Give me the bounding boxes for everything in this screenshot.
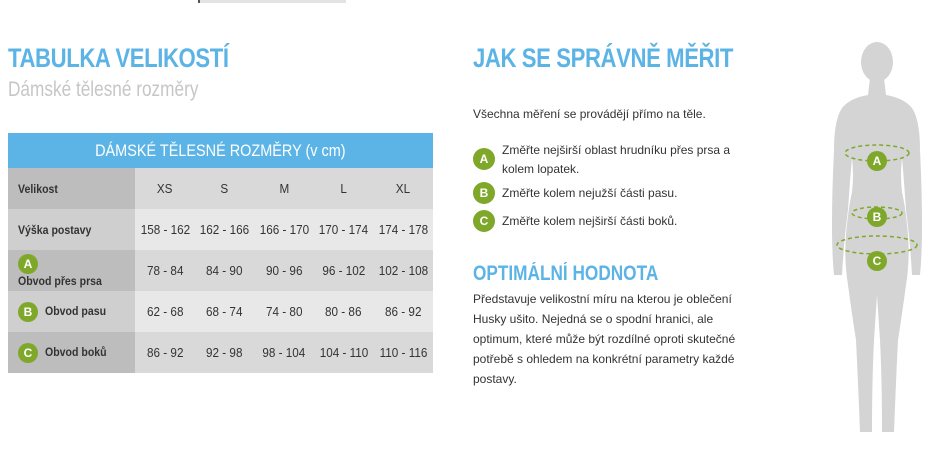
step-text: Změřte kolem nejširší části boků.	[502, 214, 678, 228]
size-xl	[373, 168, 433, 209]
cell-text: 110 - 116	[379, 345, 427, 360]
table-row	[8, 332, 433, 373]
cell-text: 80 - 86	[325, 304, 362, 319]
cell-text: 86 - 92	[384, 304, 422, 319]
table-cell	[195, 250, 254, 291]
intro-text: Všechna měření se provádějí přímo na těle.	[473, 107, 706, 121]
marker-a-icon	[867, 151, 887, 171]
optimal-value-title: OPTIMÁLNÍ HODNOTA	[473, 262, 659, 285]
table-cell	[314, 332, 373, 373]
paragraph-line: optimum, které může být rozdílné oproti skutečné	[473, 332, 736, 346]
table-row	[8, 209, 433, 250]
table-cell	[373, 250, 433, 291]
row-label	[8, 291, 135, 332]
cell-text: 162 - 166	[199, 222, 250, 237]
table-cell	[135, 332, 195, 373]
row-label	[8, 209, 135, 250]
badge-c-icon: C	[18, 343, 38, 363]
body-silhouette	[832, 42, 922, 432]
size-text: XL	[395, 181, 411, 196]
size-m	[254, 168, 314, 209]
size-text: M	[279, 181, 289, 196]
marker-b-text: B	[872, 210, 882, 224]
paragraph-line: Husky ušito. Nejedná se o spodní hranici, ale	[473, 312, 714, 326]
step-c	[473, 210, 763, 232]
paragraph-line: Představuje velikostní míru na kterou je oblečení	[473, 292, 732, 306]
step-text	[502, 141, 730, 179]
top-divider-tick	[198, 0, 200, 3]
cell-text: 92 - 98	[206, 345, 243, 360]
row-label	[8, 168, 135, 209]
table-cell	[135, 291, 195, 332]
table-row	[8, 291, 433, 332]
cell-text: 78 - 84	[146, 263, 184, 278]
size-s	[195, 168, 254, 209]
badge-a-icon: A	[18, 254, 38, 274]
cell-text: 174 - 178	[378, 222, 428, 237]
badge-b-icon: B	[473, 182, 495, 204]
table-cell	[254, 291, 314, 332]
size-text: XS	[157, 181, 173, 196]
table-row	[8, 250, 433, 291]
size-l	[314, 168, 373, 209]
table-cell	[195, 209, 254, 250]
cell-text: 84 - 90	[206, 263, 243, 278]
cell-text: 74 - 80	[265, 304, 303, 319]
row-label-text: Obvod boků	[45, 344, 107, 359]
cell-text: 170 - 174	[318, 222, 369, 237]
top-divider	[198, 0, 346, 3]
row-label-text: Obvod přes prsa	[18, 273, 102, 288]
table-cell	[254, 209, 314, 250]
table-cell	[314, 291, 373, 332]
cell-text: 96 - 102	[322, 263, 365, 278]
table-cell	[373, 332, 433, 373]
badge-b-icon: B	[18, 302, 38, 322]
cell-text: 62 - 68	[146, 304, 184, 319]
marker-b-icon	[867, 207, 887, 227]
size-text: L	[340, 181, 347, 196]
cell-text: 104 - 110	[319, 345, 368, 360]
size-chart-title: TABULKA VELIKOSTÍ	[8, 43, 229, 73]
step-a	[473, 141, 763, 181]
row-label	[8, 250, 135, 291]
step-text-line: Změřte nejširší oblast hrudníku přes prsa a	[502, 143, 731, 157]
cell-text: 166 - 170	[259, 222, 309, 237]
table-cell	[135, 250, 195, 291]
cell-text: 90 - 96	[265, 263, 303, 278]
table-row-sizes	[8, 168, 433, 209]
step-b	[473, 182, 763, 204]
table-cell	[135, 209, 195, 250]
marker-a-text: A	[872, 154, 882, 168]
step-text: Změřte kolem nejužší části pasu.	[502, 186, 678, 200]
paragraph-line: postavy.	[473, 372, 517, 386]
body-silhouette-figure	[820, 40, 949, 440]
table-cell	[373, 209, 433, 250]
row-label	[8, 332, 135, 373]
table-header-row	[8, 133, 433, 168]
size-table	[8, 133, 433, 373]
badge-c-icon: C	[473, 210, 495, 232]
table-cell	[314, 250, 373, 291]
cell-text: 102 - 108	[378, 263, 428, 278]
table-cell	[195, 332, 254, 373]
cell-text: 158 - 162	[140, 222, 190, 237]
row-label-text: Obvod pasu	[45, 303, 107, 318]
marker-c-icon	[867, 251, 887, 271]
step-text-line: kolem lopatek.	[502, 162, 580, 176]
size-label-text: Velikost	[18, 181, 58, 196]
size-text: S	[220, 181, 229, 196]
paragraph-line: potřebě s ohledem na konkrétní parametry každé	[473, 352, 735, 366]
cell-text: 98 - 104	[262, 345, 306, 360]
table-cell	[195, 291, 254, 332]
cell-text: 86 - 92	[146, 345, 184, 360]
table-cell	[254, 250, 314, 291]
optimal-value-paragraph	[473, 289, 763, 389]
marker-c-text: C	[872, 254, 882, 268]
size-xs	[135, 168, 195, 209]
row-label-text: Výška postavy	[18, 222, 92, 237]
table-header-text: DÁMSKÉ TĚLESNÉ ROZMĚRY (v cm)	[95, 140, 346, 160]
table-cell	[254, 332, 314, 373]
badge-a-icon: A	[473, 148, 495, 170]
cell-text: 68 - 74	[206, 304, 243, 319]
size-chart-subtitle: Dámské tělesné rozměry	[8, 78, 199, 101]
table-cell	[373, 291, 433, 332]
how-to-measure-title: JAK SE SPRÁVNĚ MĚŘIT	[473, 43, 733, 73]
table-cell	[314, 209, 373, 250]
table-header	[8, 133, 433, 168]
